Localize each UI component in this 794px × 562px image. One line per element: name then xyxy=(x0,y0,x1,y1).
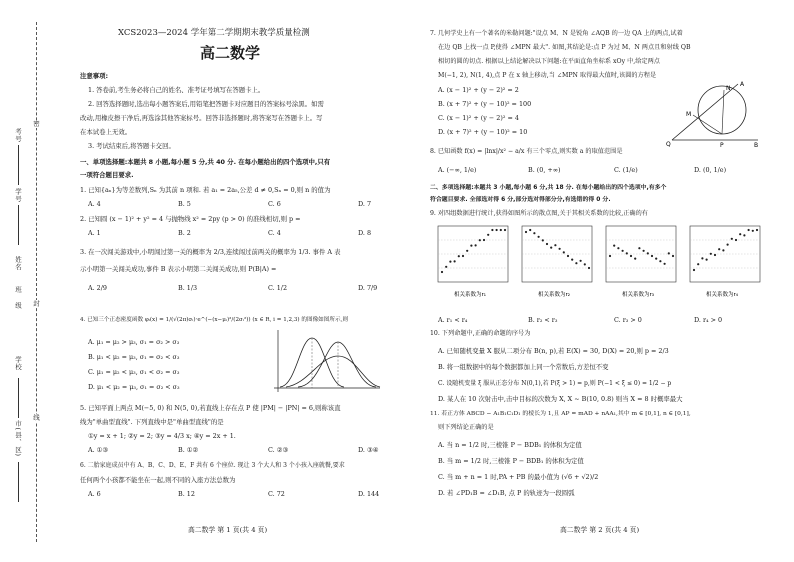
option-a[interactable]: A. (−∞, 1/e) xyxy=(438,166,477,174)
option-a[interactable]: A. μ₁ = μ₂ > μ₃, σ₁ = σ₂ > σ₃ xyxy=(88,338,180,346)
school-blank[interactable] xyxy=(18,378,19,418)
notice-line: 改动,用橡皮擦干净后,再选涂其他答案标号。回答非选择题时,将答案写在答题卡上。写 xyxy=(80,114,323,122)
option-b[interactable]: B. ①② xyxy=(178,446,199,454)
option-b[interactable]: B. 12 xyxy=(178,490,195,498)
label-name: 姓名 xyxy=(14,256,22,271)
scatter-point xyxy=(491,229,493,231)
scatter-point xyxy=(739,233,741,235)
option-b[interactable]: B. 将一组数据中的每个数据都加上同一个常数后,方差恒不变 xyxy=(438,363,609,371)
label-class: 班 xyxy=(14,286,22,294)
scatter-point xyxy=(575,262,577,264)
scatter-plot xyxy=(432,224,510,300)
option-b[interactable]: B. r₂ < r₃ xyxy=(528,316,558,324)
scatter-point xyxy=(445,266,447,268)
scatter-point xyxy=(647,252,649,254)
scatter-point xyxy=(638,247,640,249)
option-a[interactable]: A. (x − 1)² + (y − 2)² = 2 xyxy=(438,86,519,94)
question-1: 1. 已知{aₙ}为等差数列,Sₙ 为其前 n 项和. 若 a₁ = 2a₅,公差 d ≠ 0,Sₙ = 0,则 n 的值为 xyxy=(80,186,331,194)
question-3-cont: 示小明第一关闯关成功,事件 B 表示小明第二关闯关成功,则 P(B|A) = xyxy=(80,265,277,273)
question-8: 8. 已知函数 f(x) = |lnx|/x² − a/x 有三个零点,则实数 a 的取值范围是 xyxy=(430,148,623,155)
option-a[interactable]: A. 1 xyxy=(88,229,101,237)
label-school: 学校 xyxy=(14,356,22,371)
scatter-point xyxy=(643,250,645,252)
option-c[interactable]: C. 4 xyxy=(268,229,281,237)
fig-label-b: B xyxy=(754,142,759,148)
miller-circle-figure xyxy=(662,80,762,148)
option-a[interactable]: A. ①③ xyxy=(88,446,109,454)
fig-label-q: Q xyxy=(666,141,671,148)
scatter-point xyxy=(622,250,624,252)
scatter-point xyxy=(550,247,552,249)
question-7: 7. 几何学史上有一个著名的米勒问题:"设点 M、N 是锐角 ∠AQB 的一边 QA 上的两点,试着 xyxy=(430,30,683,37)
option-a[interactable]: A. r₁ < r₄ xyxy=(438,316,468,324)
scatter-point xyxy=(449,261,451,263)
scatter-point xyxy=(613,245,615,247)
scatter-point xyxy=(617,247,619,249)
question-6-cont: 任何两个小孩都不能坐在一起,则不同的入座方法总数为 xyxy=(80,476,236,484)
question-10: 10. 下列命题中,正确的命题的序号为 xyxy=(430,330,531,337)
option-a[interactable]: A. 当 n = 1/2 时,三棱锥 P − BDB₁ 的体积为定值 xyxy=(438,441,582,449)
notice-line: 2. 回答选择题时,选出每小题答案后,用铅笔把答题卡对应题目的答案标号涂黑。如需 xyxy=(88,100,324,108)
question-6: 6. 二胎家庭成员中有 A、B、C、D、E、F 共有 6 个座位. 现让 3 个大人和 3 个小孩入座就餐,要求 xyxy=(80,462,345,469)
section-heading: 一、单项选择题:本题共 8 小题,每小题 5 分,共 40 分. 在每小题给出的四个选项中,只有 xyxy=(80,158,331,166)
scatter-point xyxy=(664,263,666,265)
option-c[interactable]: C. μ₁ = μ₂ < μ₃, σ₁ < σ₂ = σ₃ xyxy=(88,368,180,376)
label-exam-no: 考号 xyxy=(14,128,22,143)
scatter-point xyxy=(479,239,481,241)
page-footer-left: 高二数学 第 1 页(共 4 页) xyxy=(188,526,268,534)
option-c[interactable]: C. 72 xyxy=(268,490,285,498)
notice-title: 注意事项: xyxy=(80,72,109,80)
question-5-items: ①y = x + 1; ②y = 2; ③y = 4/3 x; ④y = 2x + 1. xyxy=(88,432,236,440)
section-heading: 二、多项选择题:本题共 3 小题,每小题 6 分,共 18 分. 在每小题给出的四个选项中,有多个 xyxy=(430,185,667,191)
scatter-caption: 相关系数为r₁ xyxy=(454,292,486,298)
option-c[interactable]: C. 当 m + n = 1 时,PA + PB 的最小值为 (√6 + √2)/2 xyxy=(438,473,599,481)
option-d[interactable]: D. 8 xyxy=(358,229,372,237)
label-grade: 级 xyxy=(14,302,22,310)
scatter-point xyxy=(441,271,443,273)
binding-cut: 密 xyxy=(32,120,40,128)
option-c[interactable]: C. r₃ > 0 xyxy=(614,316,642,324)
notice-line: 1. 答卷前,考生务必将自己的姓名、准考证号填写在答题卡上。 xyxy=(88,86,265,94)
scatter-point xyxy=(651,255,653,257)
exam-no-blank[interactable] xyxy=(18,145,19,185)
option-c[interactable]: C. ②③ xyxy=(268,446,289,454)
binding-line: 线 xyxy=(32,414,40,422)
option-b[interactable]: B. μ₁ < μ₂ = μ₃, σ₁ = σ₂ < σ₃ xyxy=(88,353,180,361)
scatter-point xyxy=(529,229,531,231)
option-b[interactable]: B. 2 xyxy=(178,229,191,237)
scatter-point xyxy=(475,244,477,246)
question-2: 2. 已知圆 (x − 1)² + y² = 4 与抛物线 x² = 2py (p > 0) 的准线相切,则 p = xyxy=(80,215,301,223)
scatter-point xyxy=(462,255,464,257)
scatter-point xyxy=(466,250,468,252)
scatter-point xyxy=(609,255,611,257)
exam-header: XCS2023—2024 学年第二学期期末教学质量检测 xyxy=(118,28,310,38)
scatter-point xyxy=(588,267,590,269)
option-d[interactable]: D. (x + 7)² + (y − 10)² = 10 xyxy=(438,128,528,136)
scatter-point xyxy=(559,248,561,250)
option-d[interactable]: D. 144 xyxy=(358,490,380,498)
question-7-cont: 在边 QB 上找一点 P,使得 ∠MPN 最大". 如图,其结论是:点 P 为过 M、N 两点且和射线 QB xyxy=(438,44,691,51)
scatter-point xyxy=(752,230,754,232)
scatter-point xyxy=(500,229,502,231)
scatter-point xyxy=(701,257,703,259)
question-11-cont: 则下列结论正确的是 xyxy=(438,424,494,431)
scatter-point xyxy=(580,260,582,262)
scatter-point xyxy=(525,231,527,233)
scatter-point xyxy=(659,260,661,262)
scatter-point xyxy=(567,255,569,257)
scatter-point xyxy=(743,234,745,236)
fig-label-m: M xyxy=(686,111,692,118)
option-d[interactable]: D. (0, 1/e) xyxy=(694,166,727,174)
scatter-point xyxy=(706,259,708,261)
option-d[interactable]: D. 若 ∠PD₁B = ∠D₁B, 点 P 的轨迹为一段圆弧 xyxy=(438,489,575,497)
scatter-point xyxy=(693,269,695,271)
question-11: 11. 若正方体 ABCD − A₁B₁C₁D₁ 的棱长为 1,且 AP = mAD + nAA₁,其中 m ∈ [0,1], n ∈ [0,1], xyxy=(430,411,691,417)
scatter-plot xyxy=(684,224,762,300)
option-d[interactable]: D. 7 xyxy=(358,200,372,208)
fig-label-a: A xyxy=(740,81,745,88)
question-9: 9. 对四组数据进行统计,获得如图所示的散点图,关于其相关系数的比较,正确的有 xyxy=(430,210,648,217)
scatter-point xyxy=(496,229,498,231)
binding-seal: 封 xyxy=(32,300,40,308)
question-7-cont: 相切的圆的切点. 根据以上结论解决以下问题:在平面直角坐标系 xOy 中,给定两点 xyxy=(438,58,660,65)
question-3: 3. 在一次闯关游戏中,小明闯过第一关的概率为 2/3,连续闯过前两关的概率为 1/3. 事件 A 表 xyxy=(80,248,341,256)
option-a[interactable]: A. 2/9 xyxy=(88,284,107,292)
label-city: 市(县、区) xyxy=(14,420,22,458)
scatter-plot xyxy=(516,224,594,300)
question-5-cont: 线为"单曲型直线". 下列直线中是"单曲型直线"的是 xyxy=(80,418,224,426)
fig-label-p: P xyxy=(720,142,724,148)
scatter-point xyxy=(697,263,699,265)
option-c[interactable]: C. (1/e) xyxy=(614,166,638,174)
scatter-caption: 相关系数为r₄ xyxy=(706,292,738,298)
option-d[interactable]: D. μ₁ < μ₂ = μ₃, σ₁ = σ₂ < σ₃ xyxy=(88,383,180,391)
label-seat: 学号 xyxy=(14,188,22,203)
scatter-point xyxy=(714,254,716,256)
section-heading: 一项符合题目要求. xyxy=(80,171,134,179)
option-d[interactable]: D. ③④ xyxy=(358,446,379,454)
page-title: 高二数学 xyxy=(200,44,261,62)
scatter-point xyxy=(630,255,632,257)
scatter-point xyxy=(504,229,506,231)
scatter-point xyxy=(533,232,535,234)
option-d[interactable]: D. r₄ > 0 xyxy=(694,316,723,324)
scatter-point xyxy=(756,229,758,231)
page-footer-right: 高二数学 第 2 页(共 4 页) xyxy=(560,526,640,534)
fig-label-n: N xyxy=(726,85,731,92)
option-b[interactable]: B. (x + 7)² + (y − 10)² = 100 xyxy=(438,100,532,108)
scatter-point xyxy=(655,258,657,260)
scatter-point xyxy=(584,263,586,265)
scatter-point xyxy=(626,252,628,254)
section-heading: 符合题目要求. 全部选对得 6 分,部分选对得部分分,有选错的得 0 分. xyxy=(430,197,611,203)
scatter-point xyxy=(542,239,544,241)
notice-line: 3. 考试结束后,将答题卡交回。 xyxy=(88,142,175,150)
option-d[interactable]: D. 7/9 xyxy=(358,284,378,292)
option-b[interactable]: B. 1/3 xyxy=(178,284,198,292)
question-5: 5. 已知平面上两点 M(−5, 0) 和 N(5, 0),若直线上存在点 P 使 |PM| − |PN| = 6,则称该直 xyxy=(80,404,341,412)
scatter-point xyxy=(668,252,670,254)
scatter-point xyxy=(554,244,556,246)
option-b[interactable]: B. (0, +∞) xyxy=(528,166,561,174)
option-a[interactable]: A. 4 xyxy=(88,200,101,208)
seat-blank[interactable] xyxy=(18,205,19,245)
scatter-point xyxy=(718,248,720,250)
scatter-point xyxy=(454,260,456,262)
scatter-point xyxy=(538,236,540,238)
option-c[interactable]: C. 6 xyxy=(268,200,281,208)
scatter-point xyxy=(458,255,460,257)
scatter-point xyxy=(571,259,573,261)
option-d[interactable]: D. 某人在 10 次射击中,击中目标的次数为 X, X ~ B(10, 0.8) 则当 X = 8 时概率最大 xyxy=(438,395,683,403)
city-blank[interactable] xyxy=(18,462,19,502)
scatter-caption: 相关系数为r₂ xyxy=(538,292,570,298)
question-4: 4. 已知三个正态密度函数 φᵢ(x) = 1/(√(2π)σᵢ)·e^(−(x−μᵢ)²/(2σᵢ²)) (x ∈ R, i = 1,2,3) 的图像如图所示,则 xyxy=(80,317,348,323)
notice-line: 在本试卷上无效。 xyxy=(80,128,132,136)
binding-strip xyxy=(0,0,70,562)
option-a[interactable]: A. 6 xyxy=(88,490,101,498)
scatter-point xyxy=(672,255,674,257)
scatter-caption: 相关系数为r₃ xyxy=(622,292,654,298)
scatter-point xyxy=(470,245,472,247)
normal-curves-figure xyxy=(268,326,384,398)
scatter-point xyxy=(727,244,729,246)
scatter-point xyxy=(546,243,548,245)
option-c[interactable]: C. 1/2 xyxy=(268,284,288,292)
option-c[interactable]: C. (x − 1)² + (y − 2)² = 4 xyxy=(438,114,519,122)
option-b[interactable]: B. 当 m = 1/2 时,三棱锥 P − BDB₁ 的体积为定值 xyxy=(438,457,584,465)
scatter-plots xyxy=(432,224,762,304)
scatter-point xyxy=(487,234,489,236)
question-7-cont: M(−1, 2), N(1, 4),点 P 在 x 轴上移动,当 ∠MPN 取得最大值时,该圆的方程是 xyxy=(438,72,657,79)
scatter-point xyxy=(563,251,565,253)
option-b[interactable]: B. 5 xyxy=(178,200,191,208)
cut-line xyxy=(36,22,37,542)
option-a[interactable]: A. 已知随机变量 X 服从二项分布 B(n, p),若 E(X) = 30, D(X) = 20,则 p = 2/3 xyxy=(438,347,669,355)
scatter-point xyxy=(483,239,485,241)
option-c[interactable]: C. 设随机变量 ξ 服从正态分布 N(0,1),若 P(ξ > 1) = p,则 P(−1 < ξ ≤ 0) = 1/2 − p xyxy=(438,380,672,387)
scatter-point xyxy=(735,239,737,241)
scatter-point xyxy=(731,238,733,240)
scatter-point xyxy=(722,249,724,251)
scatter-point xyxy=(634,258,636,260)
scatter-point xyxy=(748,229,750,231)
scatter-plot xyxy=(600,224,678,300)
scatter-point xyxy=(710,253,712,255)
